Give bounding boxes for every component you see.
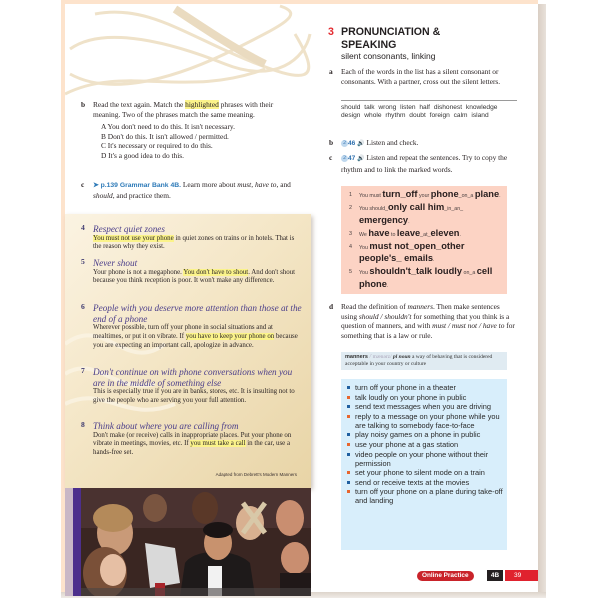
sentence-number: 4 — [349, 243, 352, 250]
situation-item — [347, 487, 503, 505]
speaker-icon[interactable]: 🔊 — [357, 156, 365, 162]
highlighted-word: highlighted — [185, 100, 219, 109]
rule-body: in the car, use a hands-free set. — [93, 440, 291, 457]
exercise-letter: b — [81, 100, 86, 109]
weak-words: your — [417, 193, 431, 199]
rule-title: People with you deserve more attention than those at the end of a phone — [93, 303, 302, 324]
stressed-words: only call him — [387, 201, 445, 212]
situation-text: talk loudly on your phone in public — [355, 392, 467, 402]
dictionary-meaning: a way of behaving that is considered acceptable in your country or culture — [345, 354, 493, 367]
weak-words: You — [359, 244, 370, 251]
exercise-letter: c — [81, 180, 85, 189]
situation-text: play noisy games on a phone in public — [355, 430, 481, 440]
situation-text: use your phone at a gas station — [355, 439, 459, 449]
rule-highlight: you must take a call — [190, 440, 246, 448]
page-number: 39 — [505, 570, 538, 581]
square-bullet-icon — [347, 443, 350, 446]
exercise-c-right — [329, 153, 517, 174]
situation-item — [347, 478, 503, 487]
stressed-words: must not_open_other people's_ emails — [359, 240, 465, 264]
exercise-d-text: . Then make sentences using — [341, 302, 500, 321]
dictionary-definition — [341, 352, 507, 370]
linking-sentence — [349, 228, 501, 241]
square-bullet-icon — [347, 433, 350, 436]
term-must: must — [237, 180, 252, 189]
rule-number: 6 — [81, 302, 85, 311]
square-bullet-icon — [347, 490, 350, 493]
option-a: A You don't need to do this. It isn't necessary. — [101, 122, 235, 132]
sentence-number: 2 — [349, 204, 352, 211]
cd-disc-icon: 2 — [341, 140, 348, 147]
situation-item — [347, 430, 503, 439]
exercise-c-text: Listen and repeat the sentences. Try to copy the rhythm and to link the marked words. — [341, 153, 508, 174]
exercise-d-text: Read the definition of — [341, 302, 408, 311]
situation-text: send or receive texts at the movies — [355, 477, 470, 487]
online-practice-button[interactable]: Online Practice — [417, 571, 474, 581]
weak-words: You should_ — [359, 205, 388, 212]
weak-words: You — [359, 270, 370, 277]
situation-text: turn off your phone in a theater — [355, 383, 456, 392]
sentence-number: 5 — [349, 269, 352, 276]
rule-4 — [81, 223, 303, 252]
rule-title: Respect quiet zones — [93, 224, 165, 234]
situation-text: turn off your phone on a plane during take-off and landing — [355, 487, 503, 506]
sentence-number: 1 — [349, 192, 352, 198]
option-b: B Don't do this. It isn't allowed / permitted. — [101, 131, 229, 141]
weak-words: to — [389, 231, 397, 238]
exercise-b-text-2: phrases with their meaning. Two of the phrases match the same meaning. — [93, 100, 274, 119]
situation-text: reply to a message on your phone while you are talking to somebody face-to-face — [355, 411, 500, 430]
audio-track[interactable]: 46 — [348, 140, 356, 147]
section-number: 3 — [328, 26, 334, 38]
term-should: should — [93, 190, 113, 200]
photo-strip-purple — [73, 488, 81, 596]
linking-sentence — [349, 189, 501, 202]
grammar-bank-link[interactable]: p.139 Grammar Bank 4B. — [100, 182, 182, 189]
option-c: C It's necessary or required to do this. — [101, 141, 213, 151]
situation-text: video people on your phone without their permission — [355, 449, 489, 468]
situation-item — [347, 383, 503, 392]
weak-words: . — [459, 231, 461, 238]
rule-body: . And don't shout because you think reception is poor. It won't make any difference. — [93, 268, 296, 285]
stressed-words: phone — [430, 189, 459, 199]
arrow-icon: ➤ — [93, 182, 99, 189]
rule-7 — [81, 366, 303, 406]
exercise-letter: c — [329, 153, 333, 162]
square-bullet-icon — [347, 471, 350, 474]
manners-rules-panel — [65, 214, 311, 488]
weak-words: . — [433, 257, 435, 264]
exercise-c-text: , and practice them. — [112, 190, 171, 200]
rule-body: This is especially true if you are in banks, stores, etc. It is insulting not to give the people who are serving you your full attention. — [93, 388, 295, 404]
exercise-c-text: Learn more about — [181, 180, 238, 189]
square-bullet-icon — [347, 396, 350, 399]
situation-item — [347, 412, 503, 430]
exercise-d-text: for something that is a law or rule. — [341, 321, 515, 341]
term-manners: manners — [407, 302, 433, 311]
dictionary-pos: pl noun — [393, 354, 411, 360]
situation-text: send text messages when you are driving — [355, 402, 491, 412]
situation-text: set your phone to silent mode on a train — [355, 468, 485, 478]
situation-item — [347, 468, 503, 477]
photo-illustration — [65, 488, 311, 596]
weak-words: _at_ — [420, 231, 431, 238]
linking-sentence — [349, 266, 501, 291]
rule-number: 4 — [81, 223, 85, 232]
rule-5 — [81, 257, 303, 286]
audience-photo — [65, 488, 311, 596]
situation-item — [347, 440, 503, 449]
exercise-b-text-1: Read the text again. Match the — [93, 100, 186, 109]
exercise-a-text: Each of the words in the list has a silent consonant or consonants. With a partner, cross out the silent letters. — [341, 67, 501, 86]
stressed-words: leave — [396, 227, 421, 238]
rule-body: Your phone is not a megaphone. — [93, 268, 184, 276]
weak-words: . — [386, 282, 389, 289]
square-bullet-icon — [347, 415, 350, 418]
stressed-words: plane — [474, 189, 500, 199]
situation-item — [347, 393, 503, 402]
stressed-words: cell phone — [359, 266, 493, 289]
speaker-icon[interactable]: 🔊 — [357, 141, 365, 147]
situations-list — [341, 379, 507, 550]
square-bullet-icon — [347, 405, 350, 408]
stressed-words: turn_off — [382, 189, 418, 199]
rule-body: because you are expecting an important call, apologize in advance. — [93, 332, 298, 349]
page-edge-shadow — [538, 4, 546, 596]
linking-sentence — [349, 202, 501, 227]
weak-words: _on_a — [458, 193, 475, 199]
weak-words: . — [408, 218, 410, 225]
linking-sentence — [349, 241, 501, 266]
rule-title: Think about where you are calling from — [93, 421, 239, 431]
exercise-letter: a — [329, 67, 333, 76]
situation-item — [347, 450, 503, 468]
rule-number: 8 — [81, 420, 85, 429]
exercise-letter: d — [329, 302, 334, 311]
section-title: PRONUNCIATION & SPEAKING — [341, 26, 441, 51]
photo-strip-lilac — [65, 488, 73, 596]
exercise-d-text: for something that you think is a question of manners, and with — [341, 311, 510, 331]
stressed-words: eleven — [430, 227, 460, 238]
source-credit: Adapted from Debrett's Modern Manners — [215, 472, 297, 477]
rule-body: Wherever possible, turn off your phone in social situations and at mealtimes, or put it on vibrate. If — [93, 324, 273, 340]
section-subtitle: silent consonants, linking — [341, 51, 436, 61]
exercise-b-text: Listen and check. — [366, 138, 419, 147]
sentence-number: 3 — [349, 230, 352, 237]
decorative-flourish — [65, 4, 320, 100]
silent-consonant-word-list: should talk wrong listen half dishonest knowledge design whole rhythm doubt foreign calm island — [341, 100, 517, 120]
situation-item — [347, 402, 503, 411]
exercise-c-left — [81, 180, 298, 200]
weak-words: on_a — [462, 270, 477, 277]
option-d: D It's a good idea to do this. — [101, 150, 185, 160]
stressed-words: have — [368, 227, 390, 238]
rule-number: 5 — [81, 257, 85, 266]
dictionary-phonetic: /ˈmænərz/ — [369, 354, 392, 360]
rule-title: Don't continue on with phone conversations when you are in the middle of something else — [93, 367, 293, 388]
audio-track[interactable]: 47 — [348, 155, 356, 162]
exercise-b-left — [81, 100, 298, 161]
square-bullet-icon — [347, 386, 350, 389]
weak-words: . — [499, 193, 501, 199]
square-bullet-icon — [347, 481, 350, 484]
rule-body: in quiet zones on trains or in hotels. That is the reason why they exist. — [93, 234, 295, 251]
cd-disc-icon: 2 — [341, 155, 348, 162]
rule-highlight: You must not use your phone — [93, 234, 174, 242]
rule-highlight: You don't have to shout — [183, 268, 249, 276]
dictionary-word: manners — [345, 354, 368, 360]
rule-title: Never shout — [93, 258, 138, 268]
square-bullet-icon — [347, 453, 350, 456]
exercise-letter: b — [329, 138, 334, 147]
unit-label: 4B — [487, 570, 503, 581]
weak-words: _in_an_ — [444, 205, 464, 212]
exercise-a-right — [329, 67, 517, 86]
rule-body: Don't make (or receive) calls in inappropriate places. Put your phone on vibrate in meetings, movies, etc. If — [93, 431, 292, 448]
rule-6 — [81, 302, 303, 351]
rule-highlight: you have to keep your phone on — [185, 332, 275, 340]
term-must: must / must not / have to — [432, 321, 505, 331]
rule-8 — [81, 420, 303, 458]
weak-words: We — [359, 231, 369, 238]
comma: , — [251, 180, 255, 189]
exercise-b-right — [329, 138, 517, 150]
stressed-words: shouldn't_talk loudly — [369, 266, 463, 277]
stressed-words: emergency — [359, 214, 409, 225]
exercise-c-text: , and — [276, 180, 291, 189]
exercise-d-right — [329, 302, 517, 341]
rule-number: 7 — [81, 366, 85, 375]
weak-words: You must — [359, 193, 383, 199]
linking-sentences-box — [341, 186, 507, 294]
term-should: should / shouldn't — [358, 311, 412, 321]
term-have-to: have to — [254, 180, 277, 189]
